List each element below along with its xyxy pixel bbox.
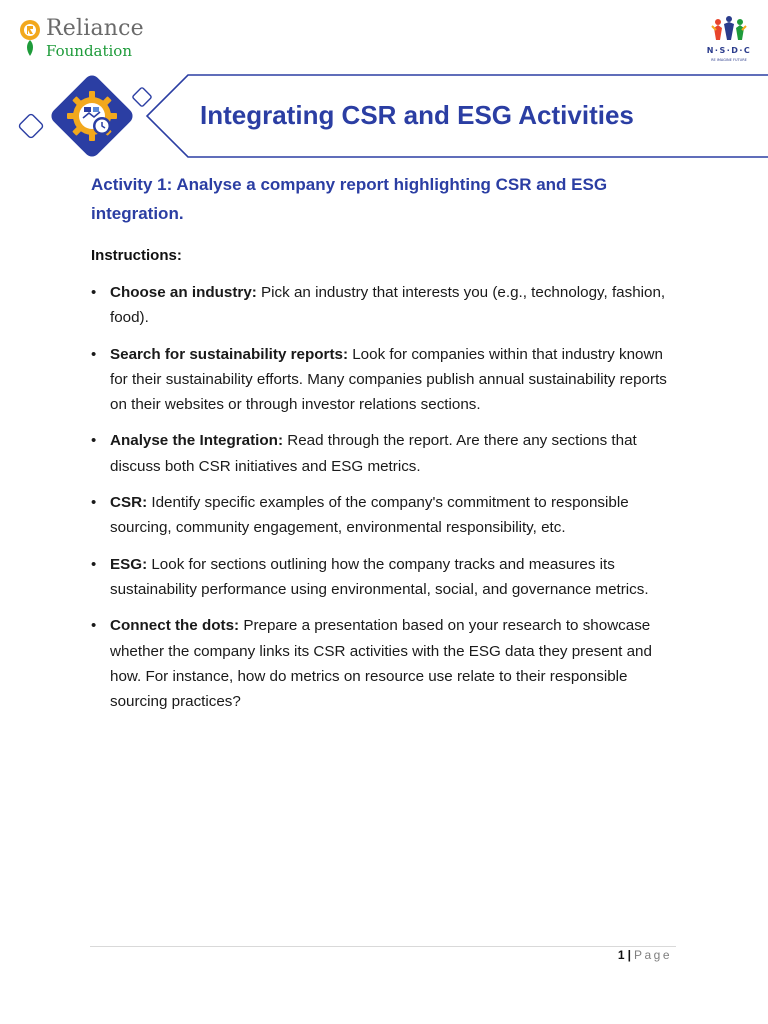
instructions-list <box>91 280 681 725</box>
bullet: • <box>91 494 97 512</box>
bullet: • <box>91 617 97 635</box>
footer-divider <box>90 946 676 947</box>
nsdc-people-icon <box>700 14 758 46</box>
list-item-text: Look for sections outlining how the company tracks and measures its sustainability performance using environmental, social, and governance metrics. <box>110 555 649 598</box>
page-footer <box>618 948 672 962</box>
page-word: Page <box>633 948 672 962</box>
page-number: 1 <box>617 948 625 962</box>
list-item-label: CSR: <box>110 494 148 512</box>
list-item-text: Read through the report. Are there any sections that discuss both CSR initiatives and ESG metrics. <box>110 432 637 475</box>
bullet: • <box>91 284 97 301</box>
logo-text-reliance: Reliance <box>46 16 144 41</box>
nsdc-initials: N·S·D·C <box>706 46 752 55</box>
list-item-label: ESG: <box>110 555 148 573</box>
list-item <box>91 552 681 603</box>
list-item <box>91 342 681 418</box>
list-item <box>91 490 681 541</box>
reliance-emblem-icon <box>18 18 42 58</box>
list-item-label: Connect the dots: <box>110 617 240 635</box>
nsdc-tagline: RE IMAGINE FUTURE <box>711 58 747 62</box>
logo-text-foundation: Foundation <box>46 42 133 60</box>
bullet: • <box>91 345 97 363</box>
instructions-label: Instructions: <box>91 247 182 264</box>
list-item-text: Prepare a presentation based on your research to showcase whether the company links its CSR activities with the ESG data they present and how. For instance, how do metrics on resource use relate to their responsible sourcing practices? <box>110 617 652 711</box>
gear-clock-icon <box>67 91 117 141</box>
nsdc-logo <box>700 14 758 66</box>
activity-heading: Activity 1: Analyse a company report highlighting CSR and ESG integration. <box>91 175 608 223</box>
list-item-text: Pick an industry that interests you (e.g., technology, fashion, food). <box>110 284 666 327</box>
bullet: • <box>91 432 97 450</box>
list-item-text: Identify specific examples of the company's commitment to responsible sourcing, community engagement, environmental responsibility, etc. <box>110 494 629 537</box>
list-item-label: Analyse the Integration: <box>110 432 283 450</box>
list-item <box>91 613 681 714</box>
bullet: • <box>91 555 97 573</box>
page-separator: | <box>627 948 631 962</box>
list-item-label: Choose an industry: <box>110 284 257 301</box>
list-item-label: Search for sustainability reports: <box>110 345 349 363</box>
list-item <box>91 428 681 479</box>
decorative-diamond-right <box>132 87 152 107</box>
list-item <box>91 280 681 331</box>
reliance-foundation-logo <box>18 14 158 62</box>
decorative-diamond-left <box>18 113 43 138</box>
page-title: Integrating CSR and ESG Activities <box>200 100 634 130</box>
list-item-text: Look for companies within that industry known for their sustainability efforts. Many companies publish annual sustainability reports on their websites or through investor relations sections. <box>110 345 667 414</box>
